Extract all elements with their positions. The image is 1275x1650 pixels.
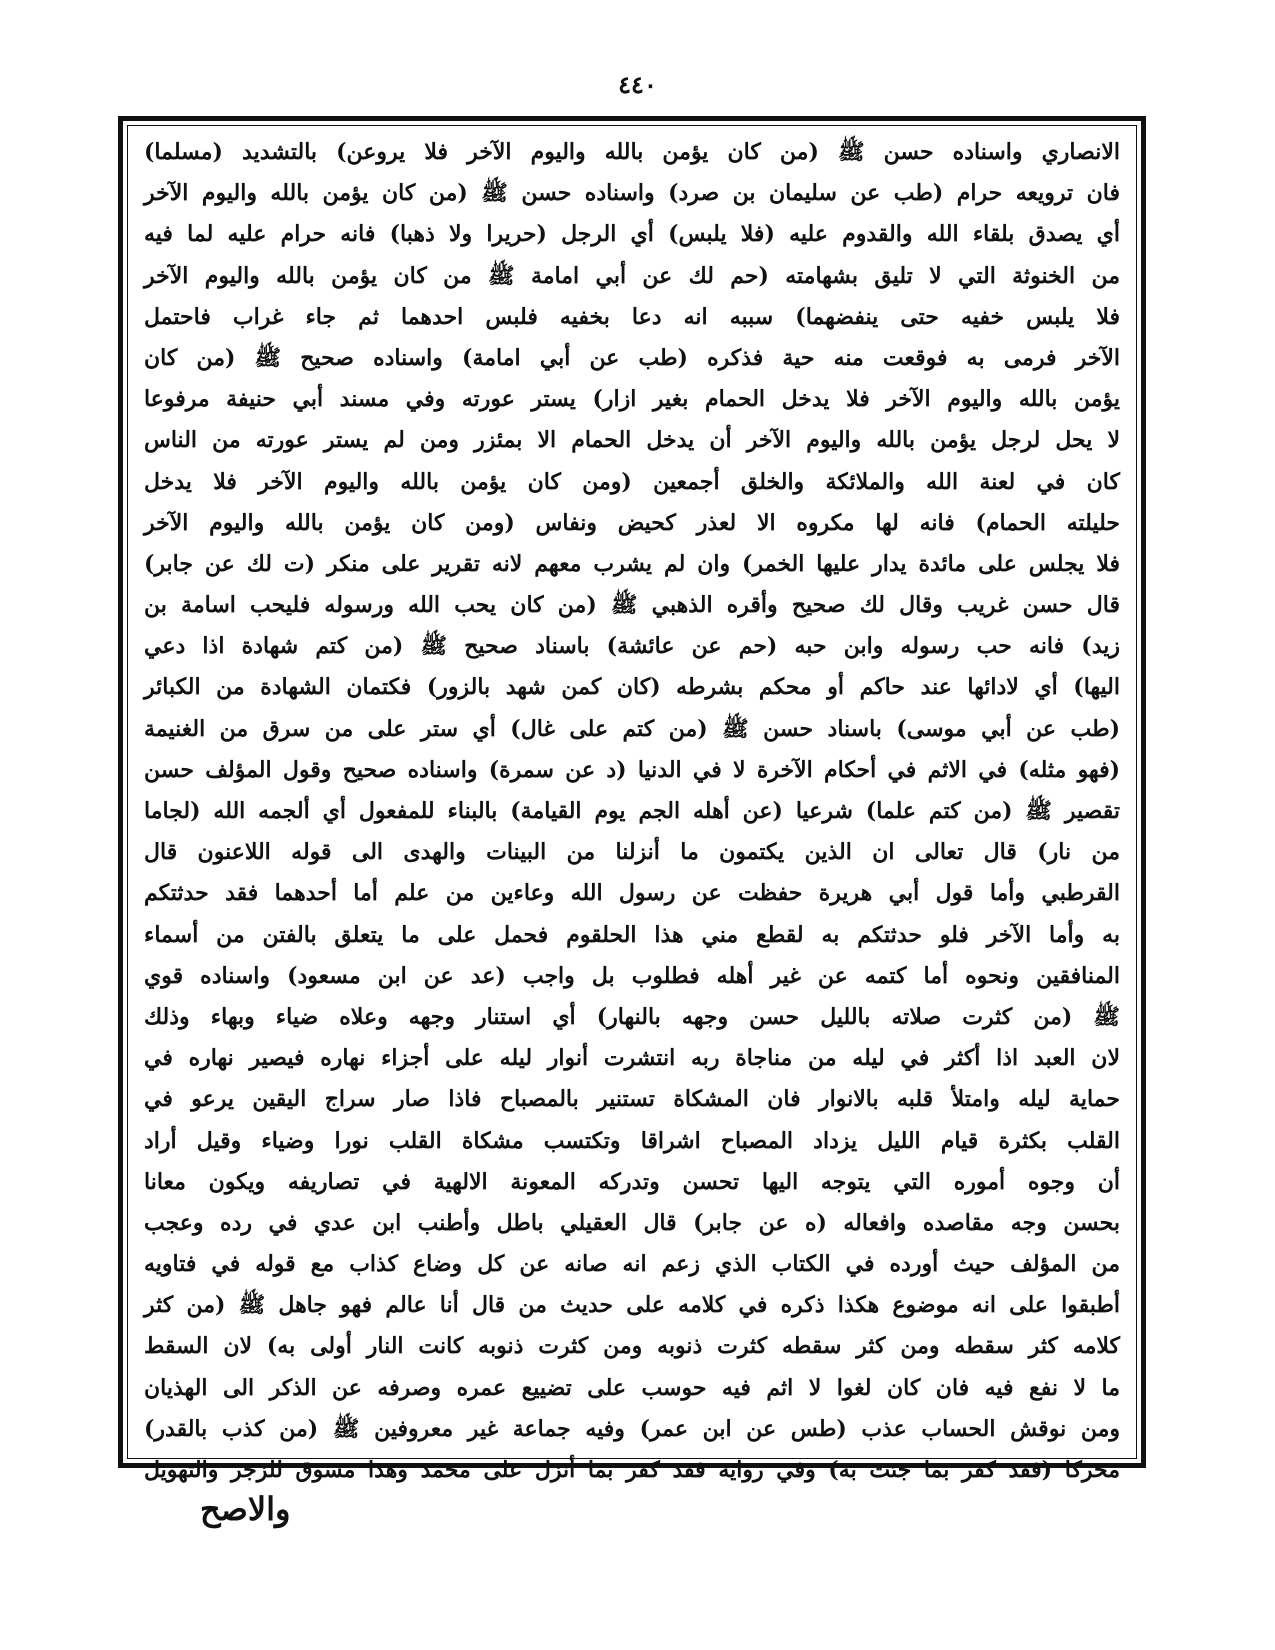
text-line: من المؤلف حيث أورده في الكتاب الذي زعم انه صانه عن كل وضاع كذاب مع قوله في فتاويه	[144, 1251, 1120, 1278]
text-line: القرطبي وأما قول أبي هريرة حفظت عن رسول الله وعاءين من علم أما أحدهما فقد حدثتكم	[144, 880, 1120, 907]
text-frame	[118, 116, 1146, 1483]
text-line: فان ترويعه حرام (طب عن سليمان بن صرد) واسناده حسن ﷺ (من كان يؤمن بالله واليوم الآخر	[144, 180, 1120, 207]
text-line: أطبقوا على انه موضوع هكذا ذكره في كلامه على حديث من قال أنا عالم فهو جاهل ﷺ (من كثر	[144, 1292, 1120, 1319]
text-line: محركا (فقد كفر بما جئت به) وفي رواية فقد كفر بما أنزل على محمد وهذا مسوق للزجر والتهويل	[144, 1457, 1120, 1483]
text-line: الآخر فرمى به فوقعت منه حية فذكره (طب عن أبي امامة) واسناده صحيح ﷺ (من كان	[144, 344, 1120, 371]
text-line: حماية ليله وامتلأ قلبه بالانوار فان المشكاة تستنير بالمصباح فاذا صار سراج اليقين يرعو في	[144, 1086, 1120, 1113]
text-line: لان العبد اذا أكثر في ليله من مناجاة ربه انتشرت أنوار ليله على أجزاء نهاره فيصير نهاره في	[144, 1045, 1120, 1072]
text-line: ﷺ (من كثرت صلاته بالليل حسن وجهه بالنهار) أي استنار وجهه وعلاه ضياء وبهاء وذلك	[144, 1003, 1120, 1030]
text-line: أن وجوه أموره التي يتوجه اليها تحسن وتدركه المعونة الالهية في تصاريفه ويكون معانا	[144, 1168, 1120, 1195]
text-line: اليها) أي لادائها عند حاكم أو محكم بشرطه (كان كمن شهد بالزور) فكتمان الشهادة من الكبائر	[144, 674, 1120, 701]
text-line: كلامه كثر سقطه ومن كثر سقطه كثرت ذنوبه ومن كثرت ذنوبه كانت النار أولى به) لان السقط	[144, 1333, 1120, 1360]
text-line: من الخنوثة التي لا تليق بشهامته (حم لك عن أبي امامة ﷺ من كان يؤمن بالله واليوم الآخر	[144, 262, 1120, 289]
text-line: أي يصدق بلقاء الله والقدوم عليه (فلا يلبس) أي الرجل (حريرا ولا ذهبا) فانه حرام عليه لما فيه	[144, 221, 1120, 248]
text-line: القلب بكثرة قيام الليل يزداد المصباح اشراقا وتكتسب مشكاة القلب نورا وضياء وقيل أراد	[144, 1127, 1120, 1154]
text-line: لا يحل لرجل يؤمن بالله واليوم الآخر أن يدخل الحمام الا بمئزر ومن لم يستر عورته من الناس	[144, 427, 1120, 454]
text-line: حليلته الحمام) فانه لها مكروه الا لعذر كحيض ونفاس (ومن كان يؤمن بالله واليوم الآخر	[144, 509, 1120, 536]
text-line: ومن نوقش الحساب عذب (طس عن ابن عمر) وفيه جماعة غير معروفين ﷺ (من كذب بالقدر)	[144, 1415, 1120, 1442]
text-line: زيد) فانه حب رسوله وابن حبه (حم عن عائشة) باسناد صحيح ﷺ (من كتم شهادة اذا دعي	[144, 633, 1120, 660]
text-line: يؤمن بالله واليوم الآخر فلا يدخل الحمام بغير ازار) يستر عورته وفي مسند أبي حنيفة مرفوعا	[144, 386, 1120, 413]
text-line: فلا يلبس خفيه حتى ينفضهما) سببه انه دعا بخفيه فلبس احدهما ثم جاء غراب فاحتمل	[144, 303, 1120, 330]
text-line: تقصير ﷺ (من كتم علما) شرعيا (عن أهله الجم يوم القيامة) بالبناء للمفعول أي ألجمه الله (لجاما	[144, 798, 1120, 824]
page-number: ٤٤٠	[618, 70, 657, 99]
text-line: فلا يجلس على مائدة يدار عليها الخمر) وان لم يشرب معهم لانه تقرير على منكر (ت لك عن جابر)	[144, 550, 1120, 577]
text-line: قال حسن غريب وقال لك صحيح وأقره الذهبي ﷺ (من كان يحب الله ورسوله فليحب اسامة بن	[144, 592, 1120, 619]
text-line: ما لا نفع فيه فان كان لغوا لا اثم فيه حوسب على تضييع عمره وصرفه عن الذكر الى الهذيان	[144, 1374, 1120, 1401]
text-line: (طب عن أبي موسى) باسناد حسن ﷺ (من كتم على غال) أي ستر على من سرق من الغنيمة	[144, 715, 1120, 742]
text-line: (فهو مثله) في الاثم في أحكام الآخرة لا في الدنيا (د عن سمرة) واسناده صحيح وقول المؤلف حسن	[144, 756, 1120, 783]
text-line: بحسن وجه مقاصده وافعاله (ه عن جابر) قال العقيلي باطل وأطنب ابن عدي في رده وعجب	[144, 1209, 1120, 1236]
text-line: كان في لعنة الله والملائكة والخلق أجمعين (ومن كان يؤمن بالله واليوم الآخر فلا يدخل	[144, 468, 1120, 495]
text-line: المنافقين ونحوه أما كتمه عن غير أهله فطلوب بل واجب (عد عن ابن مسعود) واسناده قوي	[144, 962, 1120, 989]
catchword: والاصح	[200, 1490, 291, 1528]
text-line: الانصاري واسناده حسن ﷺ (من كان يؤمن بالله واليوم الآخر فلا يروعن) بالتشديد (مسلما)	[144, 139, 1120, 165]
text-line: من نار) قال تعالى ان الذين يكتمون ما أنزلنا من البينات والهدى الى قوله اللاعنون قال	[144, 839, 1120, 866]
text-line: به وأما الآخر فلو حدثتكم به لقطع مني هذا الحلقوم فحمل على ما يتعلق بالفتن من أسماء	[144, 921, 1120, 948]
text-body	[127, 125, 1137, 1483]
